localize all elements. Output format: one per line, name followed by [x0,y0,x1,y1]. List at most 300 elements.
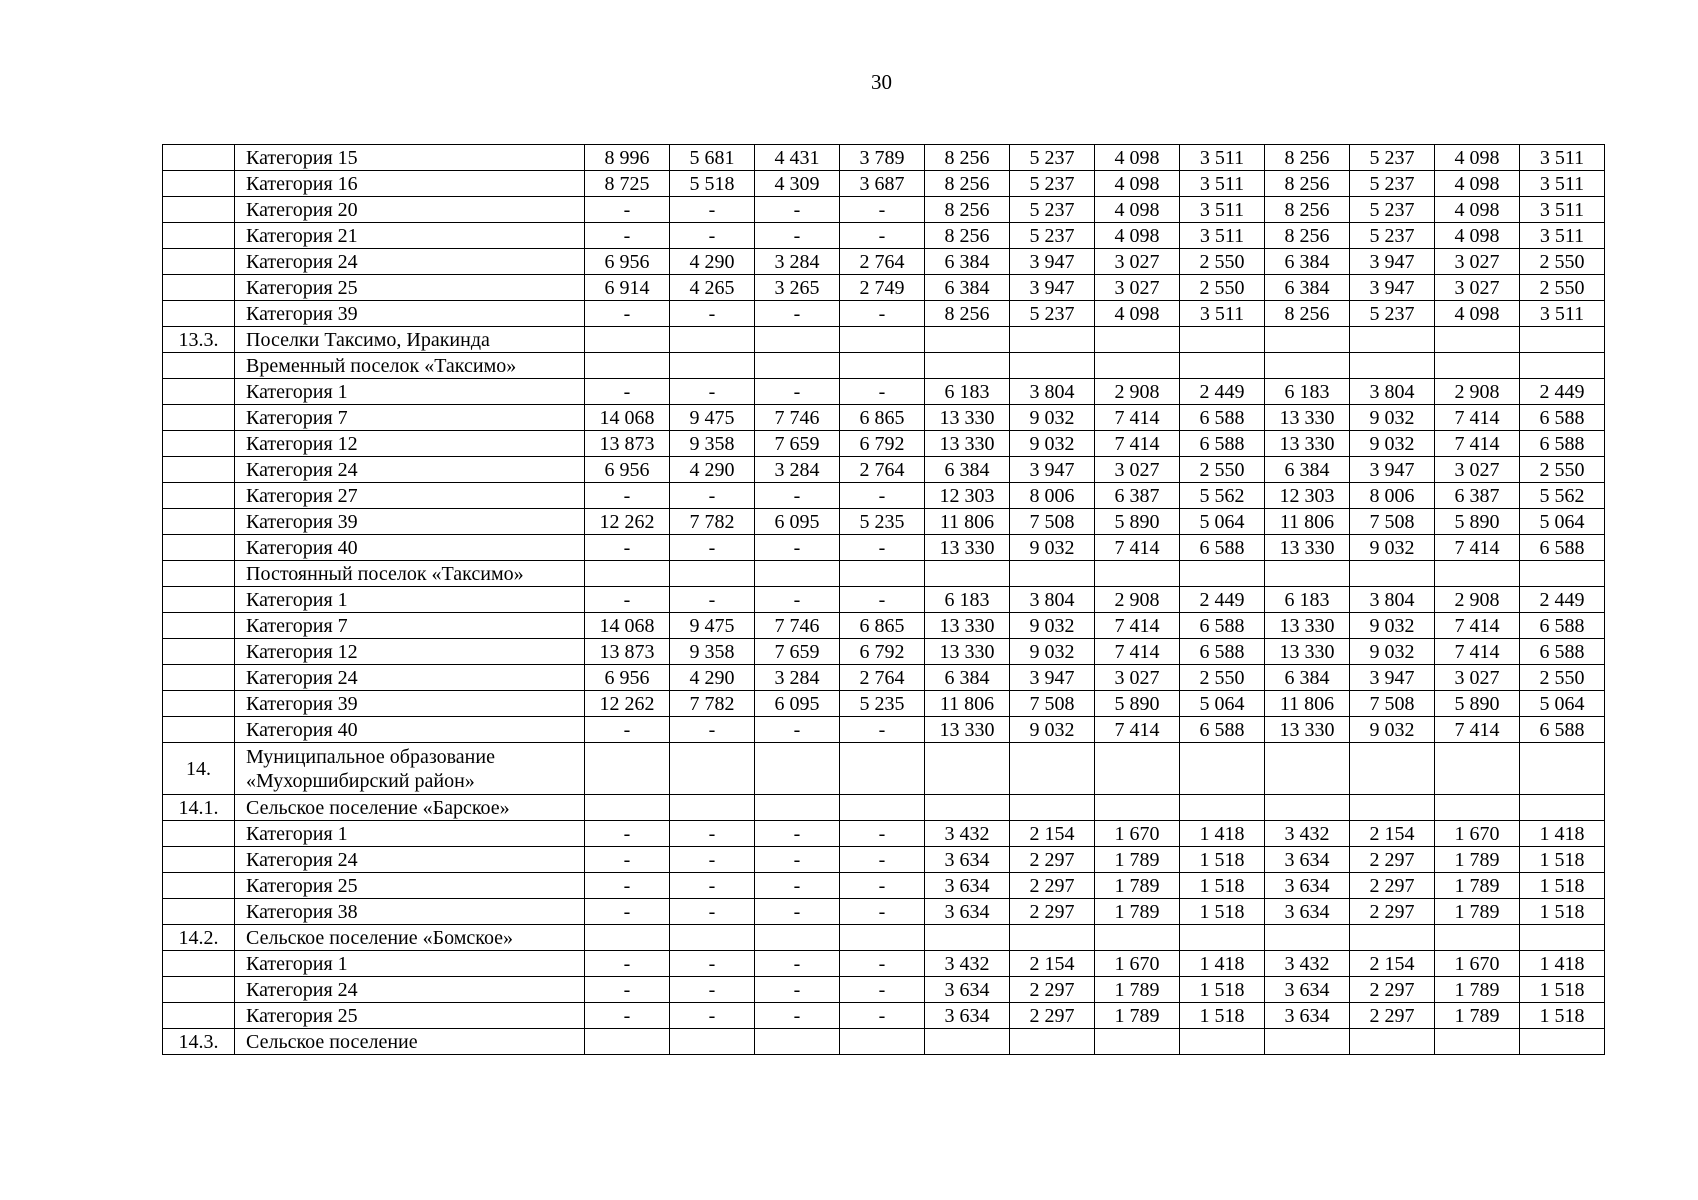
value-cell [840,743,925,795]
value-cell: - [670,847,755,873]
value-cell: 6 588 [1520,535,1605,561]
value-cell: 2 908 [1435,379,1520,405]
row-name: Категория 40 [235,535,585,561]
value-cell: 4 098 [1095,197,1180,223]
value-cell: 6 384 [1265,665,1350,691]
row-number [163,249,235,275]
value-cell: - [670,951,755,977]
value-cell: - [755,1003,840,1029]
value-cell: 3 284 [755,457,840,483]
value-cell: 4 098 [1435,301,1520,327]
value-cell: 7 746 [755,405,840,431]
value-cell: 6 792 [840,431,925,457]
value-cell: 7 659 [755,431,840,457]
row-number [163,379,235,405]
value-cell [925,795,1010,821]
value-cell [670,561,755,587]
value-cell: 2 297 [1010,899,1095,925]
row-name: Категория 25 [235,1003,585,1029]
value-cell: - [585,587,670,613]
value-cell: 7 414 [1435,717,1520,743]
value-cell: 3 947 [1010,665,1095,691]
value-cell: 6 588 [1520,717,1605,743]
value-cell: 12 303 [925,483,1010,509]
value-cell: 2 154 [1350,821,1435,847]
value-cell [670,327,755,353]
value-cell: 13 330 [1265,717,1350,743]
value-cell: 2 297 [1010,873,1095,899]
row-name: Категория 38 [235,899,585,925]
table-row [163,379,1605,405]
value-cell: 7 414 [1095,613,1180,639]
value-cell: 13 330 [1265,639,1350,665]
value-cell: 6 588 [1180,639,1265,665]
value-cell: - [840,977,925,1003]
value-cell: 6 095 [755,691,840,717]
value-cell [1265,1029,1350,1055]
value-cell: - [670,197,755,223]
row-name: Категория 15 [235,145,585,171]
value-cell: 11 806 [925,691,1010,717]
row-name: Категория 39 [235,691,585,717]
row-number [163,431,235,457]
value-cell: - [755,821,840,847]
value-cell [1435,561,1520,587]
value-cell: 9 032 [1010,535,1095,561]
row-name: Категория 21 [235,223,585,249]
value-cell [1350,327,1435,353]
value-cell [1180,795,1265,821]
value-cell: 2 297 [1350,873,1435,899]
value-cell [925,353,1010,379]
value-cell: 7 746 [755,613,840,639]
value-cell: 2 550 [1180,275,1265,301]
value-cell: 4 431 [755,145,840,171]
value-cell: 12 262 [585,509,670,535]
value-cell: - [840,1003,925,1029]
value-cell: 1 518 [1180,899,1265,925]
value-cell: 2 449 [1180,379,1265,405]
value-cell: 9 032 [1350,431,1435,457]
value-cell: 7 508 [1350,691,1435,717]
table-row [163,1003,1605,1029]
table-body [163,145,1605,1055]
value-cell [1350,795,1435,821]
value-cell: 5 064 [1520,509,1605,535]
value-cell [1010,561,1095,587]
value-cell [670,743,755,795]
row-name: Категория 25 [235,275,585,301]
value-cell: 13 873 [585,431,670,457]
value-cell: 7 414 [1435,535,1520,561]
value-cell: 3 634 [925,899,1010,925]
table-row [163,483,1605,509]
table-row [163,405,1605,431]
value-cell: 14 068 [585,405,670,431]
value-cell: 3 511 [1180,223,1265,249]
value-cell: - [670,379,755,405]
value-cell: 9 032 [1350,639,1435,665]
value-cell: 8 256 [925,171,1010,197]
value-cell: - [840,873,925,899]
value-cell: 6 865 [840,405,925,431]
value-cell: 2 297 [1350,977,1435,1003]
value-cell [585,795,670,821]
value-cell: - [585,197,670,223]
value-cell: 3 634 [1265,977,1350,1003]
value-cell: 6 588 [1180,405,1265,431]
value-cell: 3 027 [1435,275,1520,301]
table-row [163,821,1605,847]
row-number [163,587,235,613]
value-cell: 6 384 [1265,457,1350,483]
value-cell [1520,795,1605,821]
row-number [163,821,235,847]
row-name: Категория 24 [235,847,585,873]
value-cell: 7 414 [1095,717,1180,743]
value-cell: 9 358 [670,639,755,665]
value-cell: 8 256 [925,301,1010,327]
value-cell: 1 518 [1180,1003,1265,1029]
table-row [163,665,1605,691]
value-cell: 6 183 [925,587,1010,613]
value-cell: 2 297 [1010,1003,1095,1029]
value-cell: 6 183 [1265,379,1350,405]
value-cell: 1 518 [1520,873,1605,899]
value-cell: 3 634 [925,977,1010,1003]
value-cell: - [585,977,670,1003]
row-name: Категория 1 [235,821,585,847]
table-row [163,925,1605,951]
value-cell: 4 098 [1435,145,1520,171]
value-cell: 2 550 [1180,665,1265,691]
value-cell [840,353,925,379]
table-row [163,717,1605,743]
value-cell [1010,327,1095,353]
value-cell: 13 330 [1265,535,1350,561]
value-cell: 9 032 [1350,717,1435,743]
value-cell [1435,795,1520,821]
value-cell: 5 237 [1010,223,1095,249]
value-cell [1180,327,1265,353]
row-number [163,223,235,249]
value-cell: 3 634 [1265,873,1350,899]
value-cell: 6 183 [925,379,1010,405]
value-cell: - [840,197,925,223]
value-cell: 3 511 [1520,145,1605,171]
value-cell [1180,1029,1265,1055]
value-cell: - [755,587,840,613]
row-name: Временный поселок «Таксимо» [235,353,585,379]
value-cell: - [585,951,670,977]
value-cell: - [755,535,840,561]
value-cell: 9 475 [670,613,755,639]
value-cell: 5 562 [1180,483,1265,509]
value-cell: 1 789 [1095,977,1180,1003]
value-cell: 1 418 [1520,951,1605,977]
value-cell: 3 511 [1180,145,1265,171]
value-cell [1520,1029,1605,1055]
value-cell [755,353,840,379]
value-cell [1350,1029,1435,1055]
value-cell: 6 387 [1095,483,1180,509]
value-cell: 4 265 [670,275,755,301]
value-cell: - [670,223,755,249]
table-row [163,249,1605,275]
row-name: Категория 39 [235,509,585,535]
value-cell: - [670,301,755,327]
value-cell: 3 804 [1010,587,1095,613]
value-cell: 3 511 [1520,223,1605,249]
value-cell: 13 330 [1265,431,1350,457]
value-cell [585,1029,670,1055]
row-number [163,665,235,691]
value-cell: 11 806 [1265,509,1350,535]
value-cell: 5 681 [670,145,755,171]
row-number [163,1003,235,1029]
value-cell [1010,353,1095,379]
value-cell [1095,925,1180,951]
value-cell: 2 449 [1520,379,1605,405]
table-row [163,951,1605,977]
value-cell: 1 789 [1435,1003,1520,1029]
value-cell: 7 659 [755,639,840,665]
value-cell [1520,925,1605,951]
value-cell: 3 027 [1435,249,1520,275]
value-cell: - [670,717,755,743]
value-cell: 14 068 [585,613,670,639]
row-name: Категория 24 [235,457,585,483]
table-row [163,535,1605,561]
value-cell: 2 154 [1350,951,1435,977]
value-cell: 1 418 [1520,821,1605,847]
value-cell: 2 297 [1010,847,1095,873]
table-row [163,847,1605,873]
value-cell: 7 414 [1435,613,1520,639]
value-cell: - [840,587,925,613]
table-row [163,197,1605,223]
value-cell: - [755,717,840,743]
value-cell [1350,561,1435,587]
value-cell: 4 290 [670,249,755,275]
value-cell [1265,925,1350,951]
value-cell [755,561,840,587]
value-cell: 3 511 [1180,171,1265,197]
row-number [163,639,235,665]
value-cell: 7 414 [1435,405,1520,431]
value-cell: 3 511 [1520,197,1605,223]
value-cell: - [755,301,840,327]
value-cell: - [585,847,670,873]
value-cell: 3 947 [1350,457,1435,483]
value-cell: 5 518 [670,171,755,197]
value-cell: 7 414 [1095,405,1180,431]
value-cell: - [755,223,840,249]
row-name: Категория 25 [235,873,585,899]
table-row [163,353,1605,379]
value-cell: 6 384 [925,457,1010,483]
value-cell: 8 256 [1265,223,1350,249]
value-cell: 4 309 [755,171,840,197]
row-name: Категория 40 [235,717,585,743]
row-number [163,873,235,899]
row-number [163,847,235,873]
value-cell [1265,353,1350,379]
value-cell: 4 098 [1435,223,1520,249]
value-cell: 2 908 [1095,587,1180,613]
value-cell: 2 764 [840,457,925,483]
value-cell: 1 789 [1095,873,1180,899]
value-cell [925,925,1010,951]
row-number [163,535,235,561]
value-cell: 2 908 [1435,587,1520,613]
value-cell: 5 237 [1010,197,1095,223]
value-cell: 5 235 [840,509,925,535]
value-cell: 3 432 [1265,951,1350,977]
value-cell [585,743,670,795]
table-row [163,561,1605,587]
value-cell: 6 956 [585,249,670,275]
value-cell [755,795,840,821]
value-cell: 6 588 [1180,535,1265,561]
value-cell [1350,743,1435,795]
value-cell: 3 634 [1265,1003,1350,1029]
value-cell: 8 256 [925,145,1010,171]
row-number [163,301,235,327]
value-cell: 3 265 [755,275,840,301]
value-cell [840,1029,925,1055]
row-number: 14.1. [163,795,235,821]
value-cell: - [585,1003,670,1029]
value-cell: 2 297 [1350,1003,1435,1029]
value-cell: - [755,873,840,899]
value-cell [1265,743,1350,795]
row-name: Категория 39 [235,301,585,327]
value-cell: 9 358 [670,431,755,457]
value-cell: 3 947 [1350,275,1435,301]
value-cell: - [755,977,840,1003]
value-cell: 3 687 [840,171,925,197]
value-cell: 3 027 [1435,457,1520,483]
value-cell: 13 330 [1265,405,1350,431]
value-cell: - [670,977,755,1003]
value-cell: 3 511 [1520,301,1605,327]
value-cell: 4 098 [1435,197,1520,223]
row-number [163,509,235,535]
row-number [163,197,235,223]
value-cell [1520,327,1605,353]
value-cell: 6 792 [840,639,925,665]
value-cell: 4 098 [1095,145,1180,171]
value-cell: 5 890 [1435,509,1520,535]
value-cell: 8 006 [1350,483,1435,509]
value-cell: 1 518 [1520,899,1605,925]
value-cell: 11 806 [925,509,1010,535]
value-cell: 6 588 [1520,639,1605,665]
table-row [163,587,1605,613]
row-number [163,171,235,197]
value-cell: 3 804 [1350,379,1435,405]
value-cell: 13 330 [925,405,1010,431]
value-cell [1010,1029,1095,1055]
table-row [163,691,1605,717]
value-cell: 3 947 [1010,249,1095,275]
row-number [163,457,235,483]
value-cell: 5 237 [1350,171,1435,197]
value-cell: 3 432 [925,951,1010,977]
value-cell: - [840,821,925,847]
value-cell: 2 550 [1180,457,1265,483]
value-cell: 5 890 [1095,509,1180,535]
table-row [163,457,1605,483]
value-cell: - [585,223,670,249]
value-cell [1180,925,1265,951]
value-cell: - [755,899,840,925]
value-cell: 7 414 [1435,639,1520,665]
value-cell [1265,327,1350,353]
row-number [163,717,235,743]
value-cell [1265,561,1350,587]
value-cell [1095,743,1180,795]
value-cell: - [670,873,755,899]
value-cell [1520,353,1605,379]
value-cell: 8 725 [585,171,670,197]
value-cell: 1 789 [1435,899,1520,925]
row-number: 13.3. [163,327,235,353]
table-row [163,145,1605,171]
value-cell: 3 634 [1265,847,1350,873]
value-cell [840,925,925,951]
value-cell: 13 330 [925,613,1010,639]
value-cell: - [585,717,670,743]
value-cell: 9 032 [1350,405,1435,431]
value-cell [1435,1029,1520,1055]
value-cell: 5 237 [1350,197,1435,223]
value-cell: 6 384 [925,665,1010,691]
value-cell: 1 670 [1095,951,1180,977]
value-cell: 4 098 [1095,223,1180,249]
value-cell: 9 475 [670,405,755,431]
value-cell: 13 330 [925,431,1010,457]
value-cell: 5 890 [1095,691,1180,717]
value-cell: 2 297 [1350,899,1435,925]
value-cell: 6 384 [1265,249,1350,275]
value-cell: 7 508 [1010,691,1095,717]
value-cell [925,1029,1010,1055]
table-row [163,301,1605,327]
row-number [163,483,235,509]
value-cell: - [840,951,925,977]
table-row [163,1029,1605,1055]
value-cell: - [755,951,840,977]
value-cell: 9 032 [1010,613,1095,639]
value-cell: 3 027 [1095,665,1180,691]
row-number [163,899,235,925]
value-cell: - [755,379,840,405]
value-cell [755,327,840,353]
table-row [163,873,1605,899]
value-cell: 2 550 [1180,249,1265,275]
value-cell: - [585,301,670,327]
value-cell: 1 670 [1095,821,1180,847]
value-cell: 8 256 [925,197,1010,223]
value-cell: 1 518 [1180,873,1265,899]
table-row [163,899,1605,925]
value-cell [1095,795,1180,821]
value-cell: 3 432 [925,821,1010,847]
value-cell [1520,743,1605,795]
value-cell: 3 284 [755,665,840,691]
